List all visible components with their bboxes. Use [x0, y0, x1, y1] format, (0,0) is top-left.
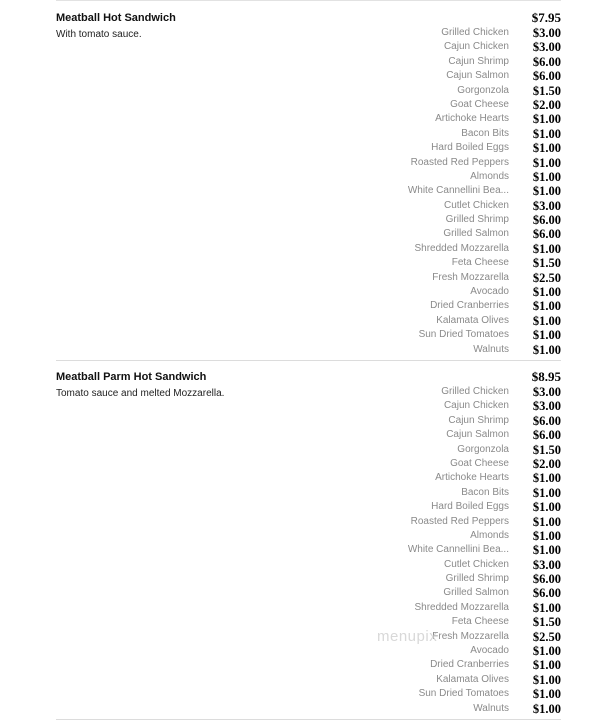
addon-price: $1.50: [532, 442, 561, 457]
addon-row: [261, 457, 561, 471]
addon-name: Hard Boiled Eggs: [431, 142, 509, 154]
addon-price: $1.00: [532, 184, 561, 199]
addon-name: Goat Cheese: [450, 457, 509, 469]
addon-name: Goat Cheese: [450, 98, 509, 110]
addon-price: $6.00: [532, 428, 561, 443]
addon-price: $3.00: [532, 385, 561, 399]
addon-price: $1.00: [532, 471, 561, 486]
addon-price: $2.50: [532, 270, 561, 285]
addon-row: [261, 673, 561, 687]
addon-price: $1.00: [532, 155, 561, 170]
menu-item-meatball-hot-sandwich: [56, 11, 561, 356]
addon-price: $6.00: [532, 54, 561, 69]
addon-name: Almonds: [470, 529, 509, 541]
addon-row: [261, 98, 561, 112]
watermark-logo: menupix: [377, 628, 438, 645]
addon-price: $3.00: [532, 399, 561, 414]
addon-row: [261, 586, 561, 600]
item-name: Meatball Hot Sandwich: [56, 12, 176, 24]
addon-row: [261, 26, 561, 40]
addon-row: [261, 285, 561, 299]
addon-list: [261, 26, 561, 357]
addon-row: [261, 299, 561, 313]
addon-list: [261, 385, 561, 716]
addon-price: $3.00: [532, 40, 561, 55]
addon-name: Shredded Mozzarella: [414, 242, 509, 254]
addon-name: Kalamata Olives: [436, 314, 509, 326]
addon-name: Cutlet Chicken: [443, 199, 509, 211]
addon-price: $1.00: [532, 528, 561, 543]
addon-name: Sun Dried Tomatoes: [418, 329, 509, 341]
addon-row: [261, 184, 561, 198]
addon-row: [261, 385, 561, 399]
addon-name: Feta Cheese: [451, 616, 509, 628]
addon-name: Grilled Shrimp: [445, 573, 509, 585]
addon-name: White Cannellini Bea...: [407, 185, 509, 197]
section-divider: [56, 719, 561, 720]
addon-price: $1.00: [532, 299, 561, 314]
addon-price: $1.00: [532, 241, 561, 256]
addon-row: [261, 702, 561, 716]
addon-name: Walnuts: [473, 702, 509, 714]
addon-row: [261, 658, 561, 672]
addon-price: $1.50: [532, 83, 561, 98]
addon-row: [261, 227, 561, 241]
addon-row: [261, 515, 561, 529]
addon-price: $1.00: [532, 543, 561, 558]
addon-name: Cajun Chicken: [443, 400, 509, 412]
addon-price: $1.00: [532, 328, 561, 343]
addon-name: Cajun Salmon: [446, 429, 509, 441]
addon-price: $1.00: [532, 600, 561, 615]
addon-price: $1.00: [532, 141, 561, 156]
addon-name: Roasted Red Peppers: [410, 515, 509, 527]
addon-name: Feta Cheese: [451, 257, 509, 269]
addon-row: [261, 543, 561, 557]
addon-name: Grilled Chicken: [441, 386, 509, 397]
addon-row: [261, 443, 561, 457]
item-price: $7.95: [531, 10, 561, 25]
addon-price: $6.00: [532, 213, 561, 228]
addon-row: [261, 529, 561, 543]
addon-row: [261, 428, 561, 442]
addon-price: $6.00: [532, 227, 561, 242]
addon-row: [261, 328, 561, 342]
addon-name: Gorgonzola: [457, 84, 509, 96]
addon-row: [261, 55, 561, 69]
item-description: With tomato sauce.: [56, 29, 142, 40]
addon-price: $6.00: [532, 586, 561, 601]
addon-row: [261, 314, 561, 328]
addon-price: $3.00: [532, 557, 561, 572]
addon-price: $1.00: [532, 658, 561, 673]
addon-price: $1.50: [532, 256, 561, 271]
addon-row: [261, 170, 561, 184]
addon-name: Grilled Salmon: [443, 228, 509, 240]
addon-row: [261, 156, 561, 170]
addon-price: $2.00: [532, 97, 561, 112]
addon-price: $1.00: [532, 169, 561, 184]
addon-name: Almonds: [470, 170, 509, 182]
addon-price: $1.00: [532, 485, 561, 500]
addon-row: [261, 69, 561, 83]
addon-price: $1.00: [532, 514, 561, 529]
addon-name: Cajun Chicken: [443, 41, 509, 53]
item-price: $8.95: [531, 369, 561, 384]
item-name: Meatball Parm Hot Sandwich: [56, 371, 207, 383]
addon-name: Grilled Chicken: [441, 27, 509, 38]
addon-row: [261, 84, 561, 98]
addon-row: [261, 127, 561, 141]
addon-price: $1.00: [532, 126, 561, 141]
addon-price: $6.00: [532, 572, 561, 587]
addon-row: [261, 199, 561, 213]
addon-price: $2.50: [532, 629, 561, 644]
addon-row: [261, 242, 561, 256]
addon-row: [261, 687, 561, 701]
addon-name: Bacon Bits: [461, 127, 509, 139]
addon-price: $6.00: [532, 413, 561, 428]
addon-name: Walnuts: [473, 343, 509, 355]
section-divider: [56, 360, 561, 361]
addon-row: [261, 399, 561, 413]
addon-row: [261, 343, 561, 357]
addon-price: $1.00: [532, 285, 561, 300]
addon-price: $1.00: [532, 313, 561, 328]
addon-name: Fresh Mozzarella: [432, 271, 509, 283]
addon-name: Avocado: [470, 645, 509, 657]
addon-name: Dried Cranberries: [430, 659, 509, 671]
addon-name: Artichoke Hearts: [435, 472, 509, 484]
addon-row: [261, 414, 561, 428]
addon-price: $6.00: [532, 69, 561, 84]
addon-row: [261, 141, 561, 155]
addon-name: Cutlet Chicken: [443, 558, 509, 570]
addon-name: Cajun Shrimp: [448, 55, 509, 67]
addon-name: Roasted Red Peppers: [410, 156, 509, 168]
addon-price: $3.00: [532, 26, 561, 40]
addon-name: Cajun Shrimp: [448, 414, 509, 426]
addon-price: $1.50: [532, 615, 561, 630]
top-divider: [56, 0, 561, 1]
addon-price: $3.00: [532, 198, 561, 213]
addon-name: Gorgonzola: [457, 443, 509, 455]
menu-item-meatball-parm-hot-sandwich: [56, 370, 561, 715]
addon-name: White Cannellini Bea...: [407, 544, 509, 556]
addon-name: Avocado: [470, 286, 509, 298]
addon-row: [261, 213, 561, 227]
addon-name: Grilled Shrimp: [445, 214, 509, 226]
addon-price: $1.00: [532, 701, 561, 716]
addon-name: Cajun Salmon: [446, 70, 509, 82]
addon-name: Hard Boiled Eggs: [431, 501, 509, 513]
addon-row: [261, 572, 561, 586]
addon-name: Kalamata Olives: [436, 673, 509, 685]
addon-row: [261, 112, 561, 126]
addon-price: $1.00: [532, 687, 561, 702]
item-description: Tomato sauce and melted Mozzarella.: [56, 388, 225, 399]
addon-price: $1.00: [532, 342, 561, 357]
addon-row: [261, 601, 561, 615]
addon-price: $1.00: [532, 112, 561, 127]
addon-row: [261, 486, 561, 500]
addon-name: Dried Cranberries: [430, 300, 509, 312]
addon-price: $1.00: [532, 644, 561, 659]
addon-row: [261, 256, 561, 270]
addon-row: [261, 500, 561, 514]
addon-row: [261, 644, 561, 658]
addon-row: [261, 271, 561, 285]
addon-name: Shredded Mozzarella: [414, 601, 509, 613]
addon-name: Sun Dried Tomatoes: [418, 688, 509, 700]
addon-price: $1.00: [532, 672, 561, 687]
addon-row: [261, 558, 561, 572]
addon-row: [261, 40, 561, 54]
addon-price: $1.00: [532, 500, 561, 515]
addon-name: Artichoke Hearts: [435, 113, 509, 125]
addon-name: Fresh Mozzarella: [432, 630, 509, 642]
addon-name: Bacon Bits: [461, 486, 509, 498]
addon-row: [261, 471, 561, 485]
addon-name: Grilled Salmon: [443, 587, 509, 599]
addon-price: $2.00: [532, 456, 561, 471]
